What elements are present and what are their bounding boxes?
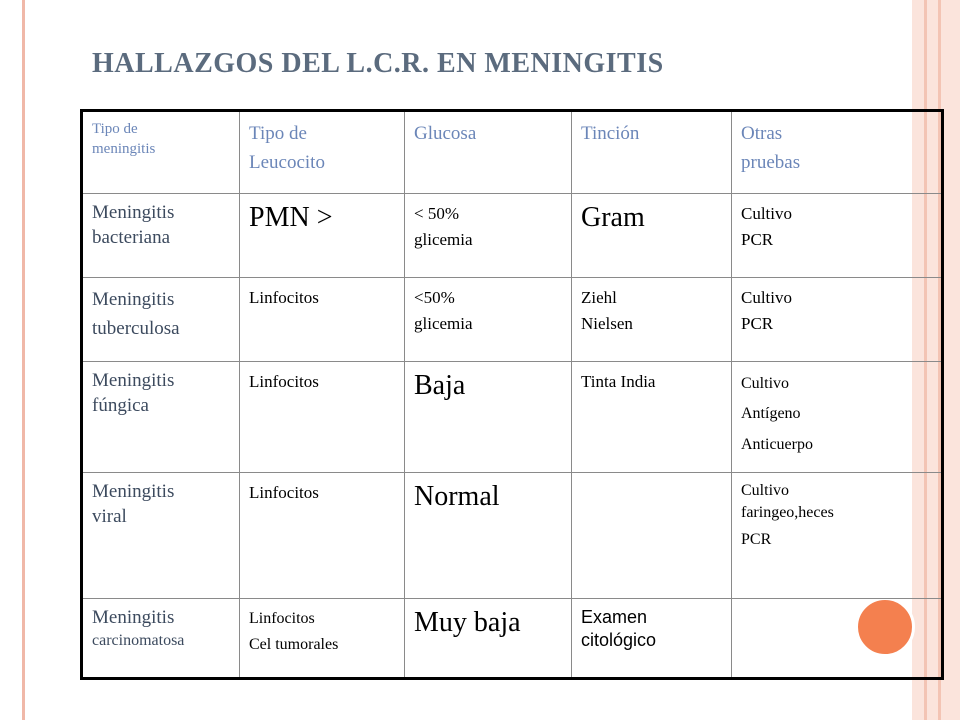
cell-otras (732, 599, 943, 679)
cell-glucosa: Baja (405, 362, 572, 473)
header-tincion: Tinción (572, 111, 732, 194)
cell-leucocito: PMN > (240, 194, 405, 278)
cell-leucocito: Linfocitos (240, 473, 405, 599)
table-row (82, 278, 943, 362)
cell-tincion: Gram (572, 194, 732, 278)
header-tipo-leucocito: Tipo de Leucocito (240, 111, 405, 194)
cell-tincion (572, 473, 732, 599)
table-row (82, 599, 943, 679)
header-glucosa: Glucosa (405, 111, 572, 194)
cell-tipo: Meningitis carcinomatosa (82, 599, 240, 679)
cell-otras: Cultivo PCR (732, 194, 943, 278)
header-otras-pruebas: Otras pruebas (732, 111, 943, 194)
table-header-row (82, 111, 943, 194)
left-frame-line (22, 0, 25, 720)
cell-leucocito: Linfocitos Cel tumorales (240, 599, 405, 679)
cell-tipo: Meningitis fúngica (82, 362, 240, 473)
cell-otras: Cultivo PCR (732, 278, 943, 362)
cell-leucocito: Linfocitos (240, 362, 405, 473)
header-tipo-meningitis: Tipo de meningitis (82, 111, 240, 194)
cell-tipo: Meningitis bacteriana (82, 194, 240, 278)
cell-glucosa: < 50% glicemia (405, 194, 572, 278)
cell-tincion: Ziehl Nielsen (572, 278, 732, 362)
cell-tincion: Examen citológico (572, 599, 732, 679)
table-row (82, 362, 943, 473)
slide-title: HALLAZGOS DEL L.C.R. EN MENINGITIS (92, 48, 664, 79)
cell-otras: Cultivo faringeo,heces PCR (732, 473, 943, 599)
cell-tincion: Tinta India (572, 362, 732, 473)
cell-leucocito: Linfocitos (240, 278, 405, 362)
cell-glucosa: Normal (405, 473, 572, 599)
cell-glucosa: <50% glicemia (405, 278, 572, 362)
cell-tipo: Meningitis viral (82, 473, 240, 599)
cell-glucosa: Muy baja (405, 599, 572, 679)
cell-tipo: Meningitis tuberculosa (82, 278, 240, 362)
cell-otras: Cultivo Antígeno Anticuerpo (732, 362, 943, 473)
table-row (82, 194, 943, 278)
table-row (82, 473, 943, 599)
findings-table (80, 109, 944, 680)
